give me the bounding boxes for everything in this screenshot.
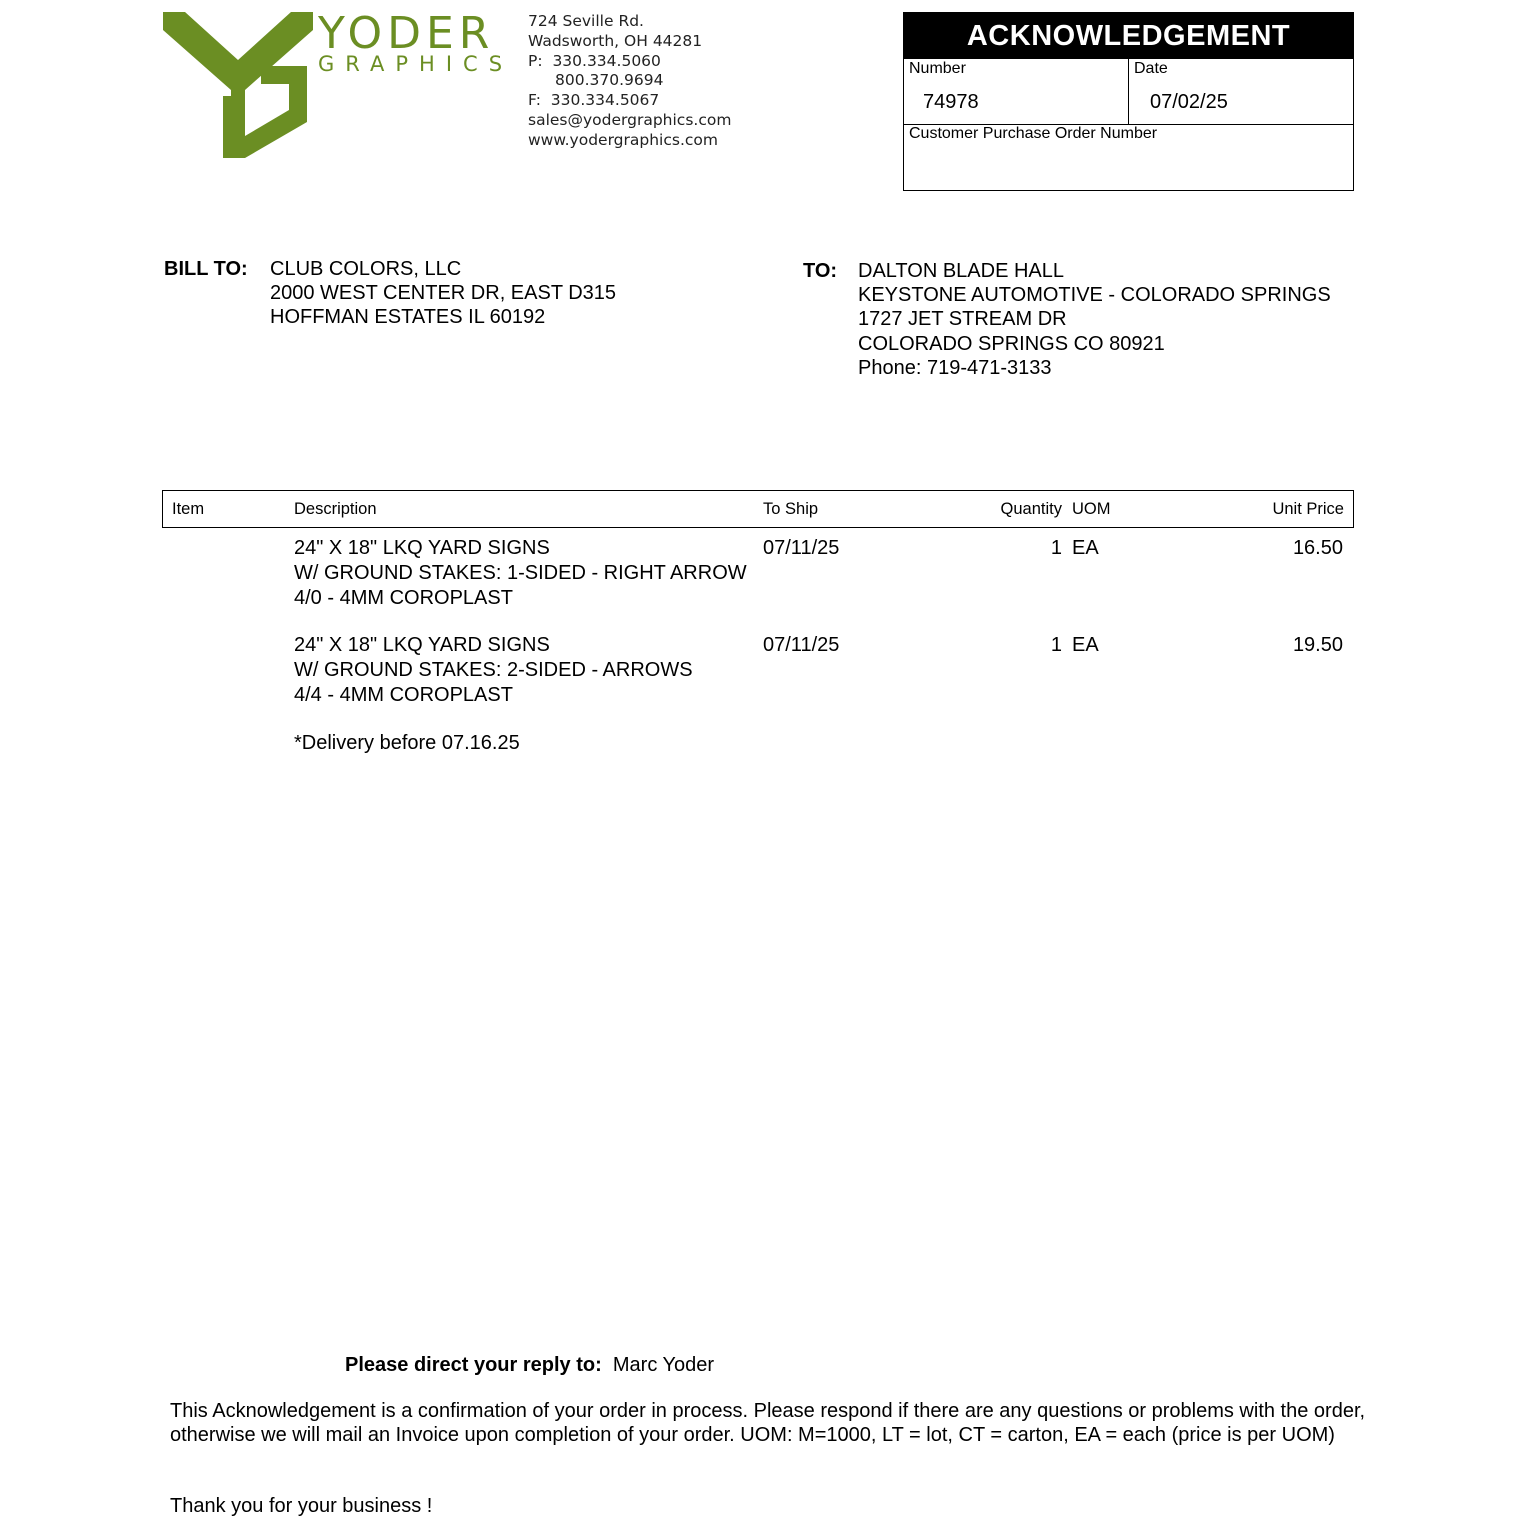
bill-to-address [270,257,616,330]
ship-to-line: 1727 JET STREAM DR [858,308,1067,331]
header-uom: UOM [1072,500,1111,518]
ship-to-line: KEYSTONE AUTOMOTIVE - COLORADO SPRINGS [858,284,1331,307]
logo-wordmark-top: YODER [318,8,495,59]
description-line: 24" X 18" LKQ YARD SIGNS [294,634,550,656]
po-number-label: Customer Purchase Order Number [909,125,1158,142]
row-1-description [294,536,747,611]
row-1-unit-price: 16.50 [1292,537,1343,559]
line-items-header [162,490,1354,528]
ack-number-value: 74978 [923,91,979,113]
company-fax [528,91,731,111]
description-line: W/ GROUND STAKES: 2-SIDED - ARROWS [294,659,693,681]
row-2-to-ship: 07/11/25 [763,634,840,656]
ship-to-line: Phone: 719-471-3133 [858,356,1052,379]
company-phone1 [528,52,731,72]
acknowledgement-title: ACKNOWLEDGEMENT [904,13,1353,59]
company-phone2: 800.370.9694 [555,71,664,90]
phone-number-1: 330.334.5060 [552,51,661,70]
company-website: www.yodergraphics.com [528,130,718,149]
delivery-note: *Delivery before 07.16.25 [294,732,520,754]
description-line: 4/4 - 4MM COROPLAST [294,684,513,706]
company-address1: 724 Seville Rd. [528,12,644,30]
company-address2: Wadsworth, OH 44281 [528,31,703,50]
header-unit-price: Unit Price [1272,500,1344,518]
row-1-uom: EA [1072,537,1099,559]
row-2-quantity: 1 [1050,634,1062,656]
header-item: Item [172,500,205,518]
ack-date-cell [1129,59,1353,124]
company-contact [528,12,731,151]
ship-to-line: COLORADO SPRINGS CO 80921 [858,332,1165,355]
thank-you-note: Thank you for your business ! [170,1495,433,1517]
row-1-quantity: 1 [1050,537,1062,559]
ack-date-label: Date [1134,60,1168,77]
row-2-uom: EA [1072,634,1099,656]
header-to-ship: To Ship [763,500,819,518]
fax-label: F: [528,91,541,110]
reply-line [345,1354,714,1377]
ack-number-date-row [904,59,1353,125]
ack-number-cell [904,59,1129,124]
header-description: Description [294,500,377,518]
reply-name: Marc Yoder [612,1354,715,1376]
acknowledgement-box [903,12,1354,191]
yoder-graphics-logo-icon [163,12,313,158]
ship-to-address [858,259,1331,380]
logo-wordmark-bottom: GRAPHICS [318,52,514,76]
bill-to-label: BILL TO: [164,258,248,280]
fax-number: 330.334.5067 [550,91,660,110]
ack-number-label: Number [909,60,966,77]
bill-to-line: 2000 WEST CENTER DR, EAST D315 [270,282,617,305]
company-email: sales@yodergraphics.com [528,110,732,129]
description-line: W/ GROUND STAKES: 1-SIDED - RIGHT ARROW [294,562,747,584]
row-2-unit-price: 19.50 [1292,634,1343,656]
bill-to-line: HOFFMAN ESTATES IL 60192 [270,306,546,329]
ship-to-label: TO: [803,260,838,282]
ack-date-value: 07/02/25 [1150,91,1228,113]
bill-to-line: CLUB COLORS, LLC [270,258,462,280]
description-line: 4/0 - 4MM COROPLAST [294,587,513,609]
description-line: 24" X 18" LKQ YARD SIGNS [294,537,550,559]
phone-label: P: [528,51,543,70]
reply-label: Please direct your reply to: [345,1354,602,1376]
header-quantity: Quantity [1000,500,1062,518]
row-1-to-ship: 07/11/25 [763,537,840,559]
row-2-description [294,633,693,708]
acknowledgement-notice: This Acknowledgement is a confirmation of your order in process. Please respond if there are any questions or problems with the order, otherwise we will mail an Invoice upon completion of your order. UOM: M=1000, LT = lot, CT = carton, EA = each (price is per UOM) [170,1400,1366,1447]
ship-to-line: DALTON BLADE HALL [858,260,1065,282]
